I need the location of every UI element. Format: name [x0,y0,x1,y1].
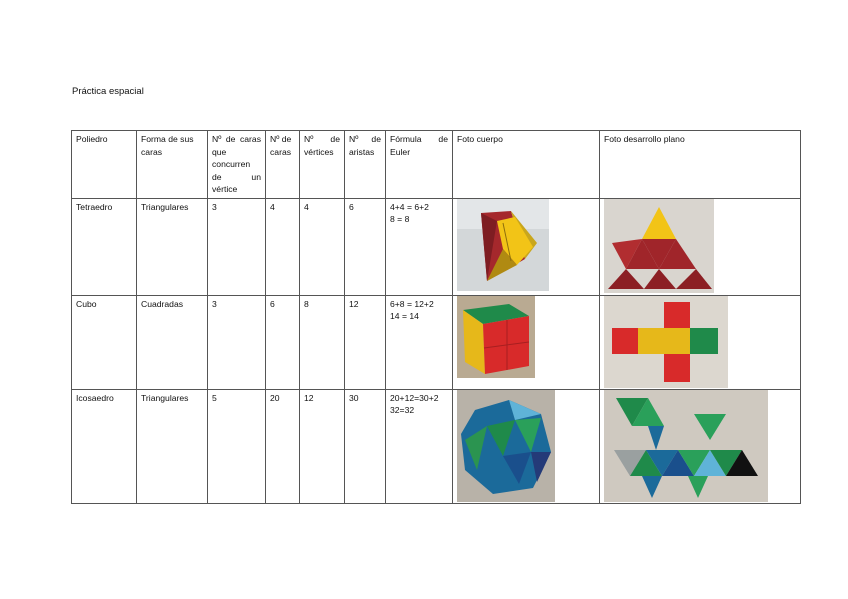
header-cell: Foto cuerpo [453,131,600,199]
cell-faces: 4 [266,198,300,295]
tetrahedron-net-photo [604,199,714,293]
euler-line: 32=32 [390,405,415,415]
cell-polyhedron: Tetraedro [72,198,137,295]
polyhedra-table [71,130,801,504]
euler-line: 8 = 8 [390,214,410,224]
header-cell: Poliedro [72,131,137,199]
cube-photo [457,296,535,378]
cell-photo-net [600,295,801,389]
cell-face-shape: Cuadradas [137,295,208,389]
cell-edges: 12 [345,295,386,389]
cell-face-shape: Triangulares [137,389,208,503]
header-cell: Fórmula de Euler [386,131,453,199]
cell-euler [386,389,453,503]
cell-photo-body [453,389,600,503]
cell-face-shape: Triangulares [137,198,208,295]
header-cell: Foto desarrollo plano [600,131,801,199]
table-row [72,389,801,503]
cell-vertices: 4 [300,198,345,295]
header-cell: Nº de caras que concurren de un vértice [208,131,266,199]
cell-edges: 6 [345,198,386,295]
header-cell: Forma de sus caras [137,131,208,199]
cell-edges: 30 [345,389,386,503]
euler-line: 14 = 14 [390,311,419,321]
cell-vertices: 12 [300,389,345,503]
cell-faces: 6 [266,295,300,389]
page-title: Práctica espacial [72,86,144,97]
cell-photo-body [453,198,600,295]
cell-vertices: 8 [300,295,345,389]
cell-faces-per-vertex: 3 [208,198,266,295]
table-row [72,198,801,295]
header-cell: Nº de vértices [300,131,345,199]
cell-photo-net [600,389,801,503]
cell-euler [386,198,453,295]
euler-line: 4+4 = 6+2 [390,201,429,212]
table-row [72,295,801,389]
icosahedron-net-photo [604,390,768,502]
cube-net-photo [604,296,728,388]
icosahedron-photo [457,390,555,502]
cell-faces: 20 [266,389,300,503]
euler-line: 6+8 = 12+2 [390,298,434,309]
cell-euler [386,295,453,389]
header-cell: Nº de caras [266,131,300,199]
cell-photo-body [453,295,600,389]
cell-faces-per-vertex: 3 [208,295,266,389]
tetrahedron-photo [457,199,549,291]
euler-line: 20+12=30+2 [390,392,439,403]
cell-polyhedron: Cubo [72,295,137,389]
cell-faces-per-vertex: 5 [208,389,266,503]
cell-polyhedron: Icosaedro [72,389,137,503]
header-cell: Nº de aristas [345,131,386,199]
table-header-row [72,131,801,199]
cell-photo-net [600,198,801,295]
